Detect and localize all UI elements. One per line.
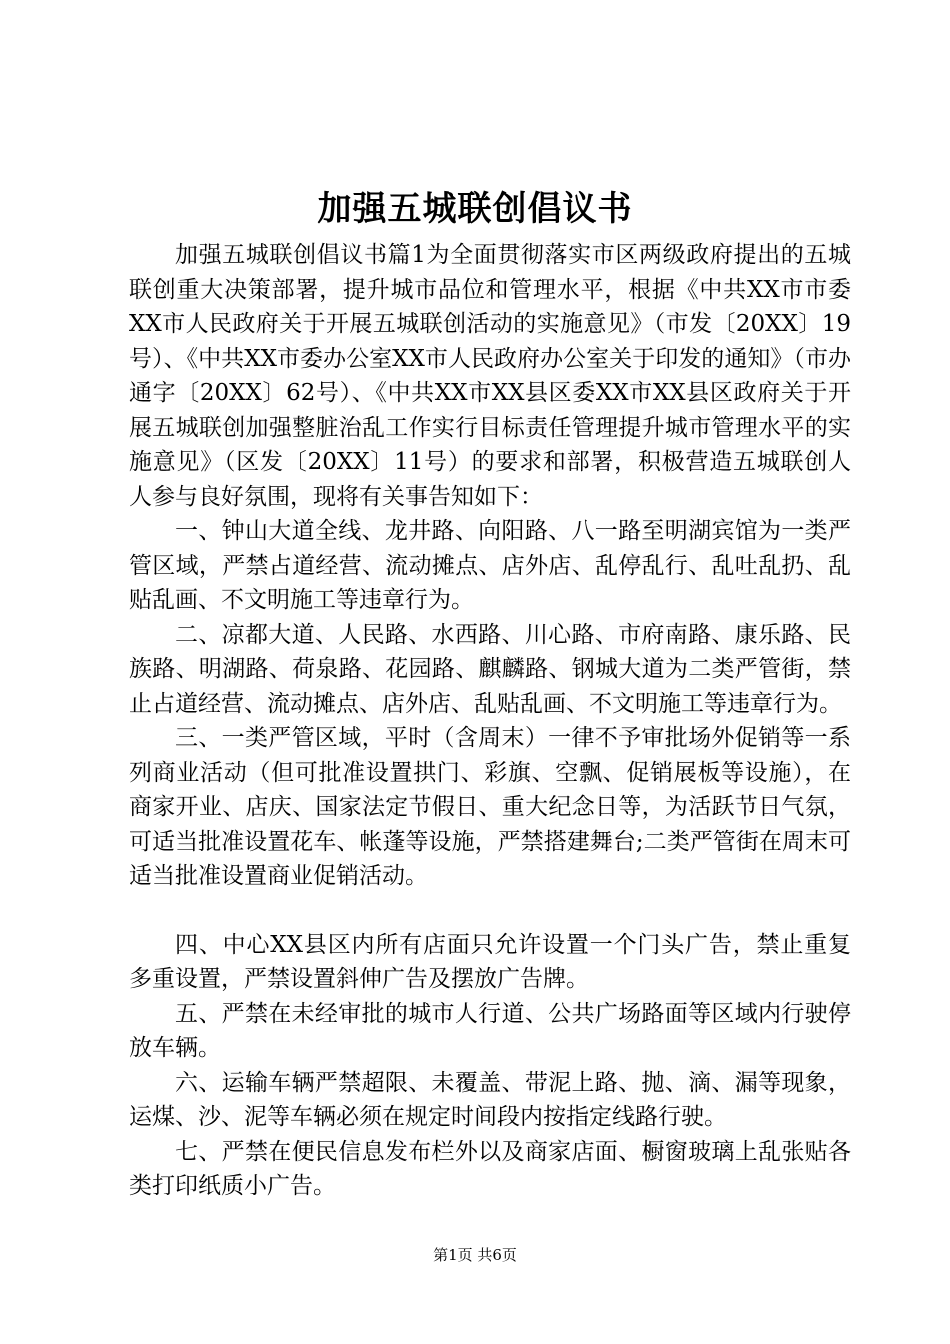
paragraph-item-4: 四、中心XX县区内所有店面只允许设置一个门头广告，禁止重复多重设置，严禁设置斜伸广告及摆放广告牌。 — [129, 931, 851, 992]
page-number-footer: 第1页 共6页 — [433, 1246, 517, 1264]
paragraph-intro: 加强五城联创倡议书篇1为全面贯彻落实市区两级政府提出的五城联创重大决策部署，提升城市品位和管理水平，根据《中共XX市市委XX市人民政府关于开展五城联创活动的实施意见》（市发〔20XX〕19号）、《中共XX市委办公室XX市人民政府办公室关于印发的通知》（市办通字〔20XX〕62号）、《中共XX市XX县区委XX市XX县区政府关于开展五城联创加强整脏治乱工作实行目标责任管理提升城市管理水平的实施意见》（区发〔20XX〕11号）的要求和部署，积极营造五城联创人人参与良好氛围，现将有关事告知如下： — [129, 242, 851, 510]
document-body — [129, 238, 851, 1204]
paragraph-item-3: 三、一类严管区域，平时（含周末）一律不予审批场外促销等一系列商业活动（但可批准设置拱门、彩旗、空飘、促销展板等设施），在商家开业、店庆、国家法定节假日、重大纪念日等，为活跃节日气氛，可适当批准设置花车、帐蓬等设施，严禁搭建舞台;二类严管街在周末可适当批准设置商业促销活动。 — [129, 725, 851, 889]
paragraph-item-6: 六、运输车辆严禁超限、未覆盖、带泥上路、抛、滴、漏等现象，运煤、沙、泥等车辆必须在规定时间段内按指定线路行驶。 — [129, 1069, 851, 1130]
document-title: 加强五城联创倡议书 — [317, 189, 633, 229]
paragraph-item-1: 一、钟山大道全线、龙井路、向阳路、八一路至明湖宾馆为一类严管区域，严禁占道经营、流动摊点、店外店、乱停乱行、乱吐乱扔、乱贴乱画、不文明施工等违章行为。 — [129, 518, 851, 613]
paragraph-item-5: 五、严禁在未经审批的城市人行道、公共广场路面等区域内行驶停放车辆。 — [129, 1000, 851, 1061]
paragraph-item-2: 二、凉都大道、人民路、水西路、川心路、市府南路、康乐路、民族路、明湖路、荷泉路、花园路、麒麟路、钢城大道为二类严管街，禁止占道经营、流动摊点、店外店、乱贴乱画、不文明施工等违章行为。 — [129, 621, 851, 717]
paragraph-item-7: 七、严禁在便民信息发布栏外以及商家店面、橱窗玻璃上乱张贴各类打印纸质小广告。 — [129, 1138, 851, 1199]
